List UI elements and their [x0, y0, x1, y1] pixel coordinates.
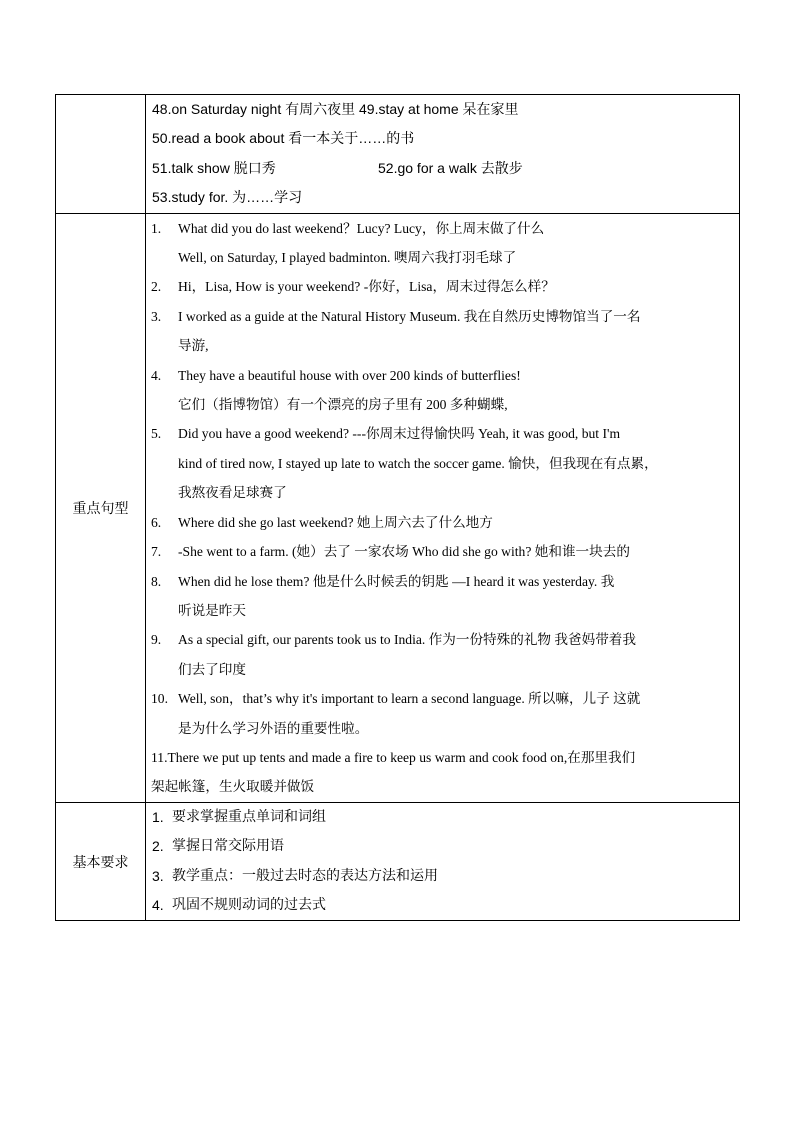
vocab-phrase-49: 49.stay at home 呆在家里 [359, 101, 519, 117]
sentence-item [151, 214, 731, 273]
sentence-number: 3. [151, 308, 162, 324]
vocab-line: 53.study for. 为……学习 [152, 189, 303, 206]
sentence-item [151, 625, 731, 684]
sentence-number: 5. [151, 426, 162, 442]
sentence-number: 7. [151, 544, 162, 560]
requirement-list [152, 803, 731, 921]
requirement-text: 巩固不规则动词的过去式 [172, 896, 326, 913]
sentence-line: 导游, [178, 338, 209, 354]
sentence-line: 架起帐篷，生火取暖并做饭 [151, 779, 315, 795]
sentence-line: What did you do last weekend？Lucy? Lucy，你上周末做了什么 [178, 220, 545, 236]
sentence-line: They have a beautiful house with over 200 kinds of butterflies! [178, 367, 521, 383]
sentence-body [178, 302, 731, 361]
requirement-item [152, 832, 731, 861]
requirement-item [152, 862, 731, 891]
content-table [55, 94, 740, 921]
vocab-line: 50.read a book about 看一本关于……的书 [152, 130, 415, 147]
sentence-item [151, 508, 731, 537]
requirement-text: 要求掌握重点单词和词组 [172, 808, 326, 825]
vocab-line [152, 154, 731, 183]
sentence-number: 9. [151, 632, 162, 648]
sentence-number: 10. [151, 691, 168, 707]
sentence-line: 我熬夜看足球赛了 [178, 485, 287, 501]
requirements-label: 基本要求 [56, 802, 146, 921]
sentence-body [178, 214, 731, 273]
vocab-cell [146, 95, 740, 214]
requirement-number: 3. [152, 867, 164, 884]
sentence-line: kind of tired now, I stayed up late to watch the soccer game. 愉快，但我现在有点累， [178, 455, 658, 471]
sentence-line: When did he lose them? 他是什么时候丢的钥匙 —I heard it was yesterday. 我 [178, 573, 615, 589]
requirement-number: 1. [152, 808, 164, 825]
sentence-line: Did you have a good weekend? ---你周末过得愉快吗 Yeah, it was good, but I'm [178, 426, 621, 442]
vocab-phrase-52: 52.go for a walk 去散步 [378, 159, 523, 176]
sentences-label: 重点句型 [56, 213, 146, 802]
sentence-item-11 [151, 743, 731, 802]
sentence-list [151, 214, 731, 743]
sentence-line: Well, on Saturday, I played badminton. 噢周六我打羽毛球了 [178, 250, 517, 266]
vocab-row [56, 95, 740, 214]
sentence-item [151, 567, 731, 626]
requirement-item [152, 891, 731, 920]
sentence-item [151, 684, 731, 743]
sentences-cell [146, 213, 740, 802]
sentence-body [178, 272, 731, 301]
sentence-number: 6. [151, 514, 162, 530]
sentence-item [151, 537, 731, 566]
sentence-line: Well, son，that’s why it's important to learn a second language. 所以嘛，儿子 这就 [178, 691, 641, 707]
sentence-number: 2. [151, 279, 162, 295]
requirement-text: 掌握日常交际用语 [172, 838, 284, 855]
sentence-line: I worked as a guide at the Natural History Museum. 我在自然历史博物馆当了一名 [178, 308, 641, 324]
sentence-body [178, 567, 731, 626]
sentence-line: Where did she go last weekend? 她上周六去了什么地方 [178, 514, 493, 530]
vocab-phrase-48: 48.on Saturday night 有周六夜里 [152, 101, 359, 117]
sentence-item [151, 361, 731, 420]
sentence-item [151, 272, 731, 301]
sentence-number: 4. [151, 367, 162, 383]
sentence-line: 它们（指博物馆）有一个漂亮的房子里有 200 多种蝴蝶, [178, 397, 508, 413]
sentence-line: As a special gift, our parents took us to India. 作为一份特殊的礼物 我爸妈带着我 [178, 632, 636, 648]
requirement-number: 4. [152, 896, 164, 913]
requirement-number: 2. [152, 838, 164, 855]
sentence-body [178, 361, 731, 420]
sentence-number: 8. [151, 573, 162, 589]
vocab-label-cell [56, 95, 146, 214]
sentence-line: 们去了印度 [178, 661, 246, 677]
sentence-body [178, 625, 731, 684]
sentence-body [178, 537, 731, 566]
sentence-item [151, 302, 731, 361]
requirements-row [56, 802, 740, 921]
sentence-body [178, 508, 731, 537]
sentence-line: 11.There we put up tents and made a fire to keep us warm and cook food on,在那里我们 [151, 749, 636, 765]
requirement-text: 教学重点：一般过去时态的表达方法和运用 [172, 867, 438, 884]
vocab-line [152, 95, 731, 124]
requirement-item [152, 803, 731, 832]
vocab-phrase-51: 51.talk show 脱口秀 [152, 159, 276, 176]
sentence-body [178, 419, 731, 507]
sentence-item [151, 419, 731, 507]
sentences-row [56, 213, 740, 802]
sentence-number: 1. [151, 220, 162, 236]
requirements-cell [146, 802, 740, 921]
sentence-line: 是为什么学习外语的重要性啦。 [178, 720, 369, 736]
sentence-body [178, 684, 731, 743]
sentence-line: 听说是昨天 [178, 602, 246, 618]
sentence-line: Hi，Lisa, How is your weekend? -你好，Lisa，周末过得怎么样？ [178, 279, 555, 295]
sentence-line: -She went to a farm. (她）去了 一家农场 Who did she go with? 她和谁一块去的 [178, 544, 630, 560]
